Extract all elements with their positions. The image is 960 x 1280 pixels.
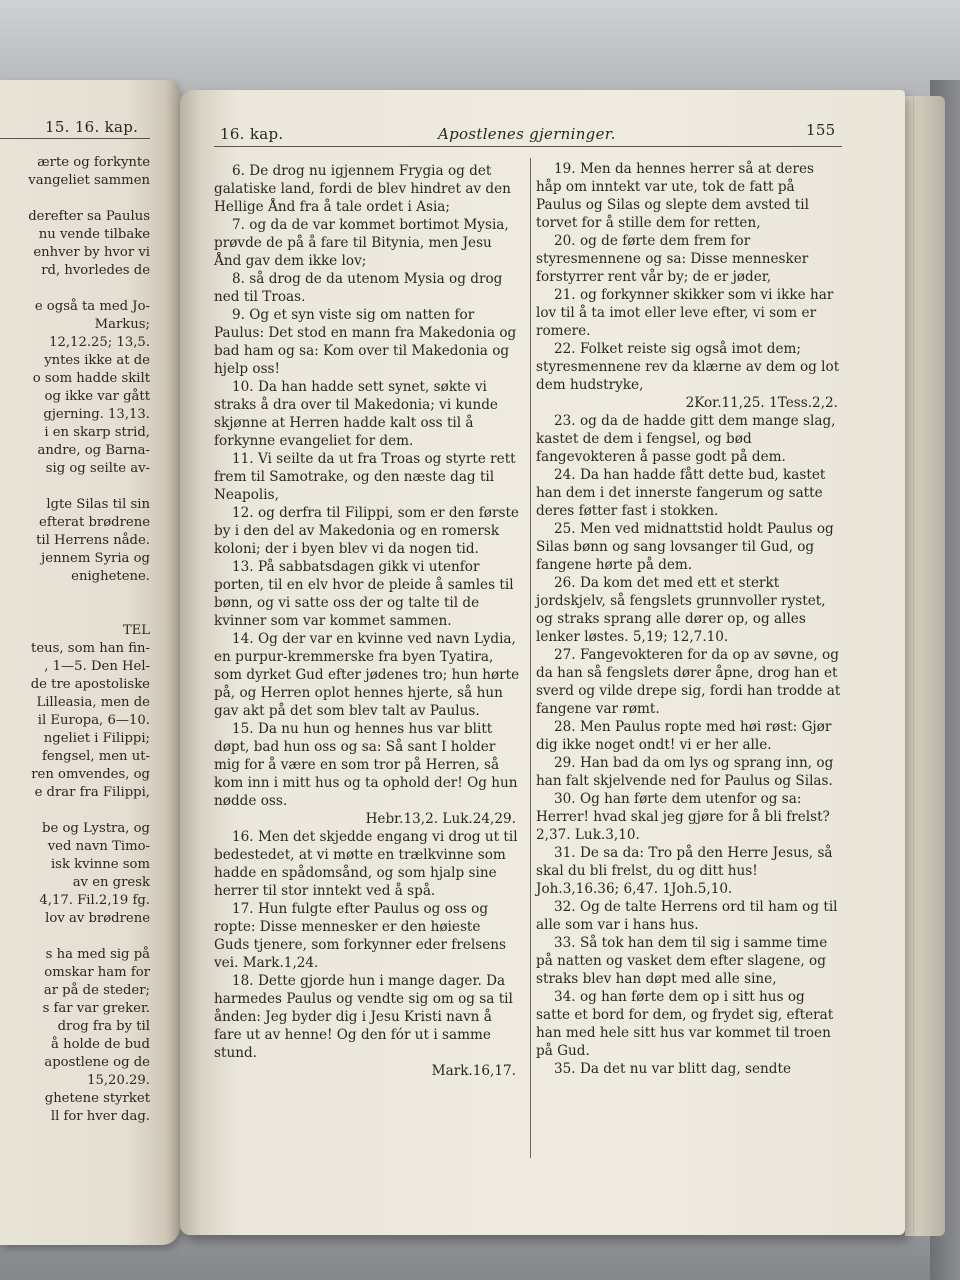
verse: 33. Så tok han dem til sig i samme time på natten og vasket dem efter slagene, og straks blev han døpt med alle sine, [536,935,828,987]
verse: 10. Da han hadde sett synet, søkte vi straks å dra over til Makedonia; vi kunde skjønne at Herren hadde kalt oss til å forkynne evangeliet for dem. [214,379,498,449]
verse: 28. Men Paulus ropte med høi røst: Gjør dig ikke noget ondt! vi er her alle. [536,719,832,753]
left-page-line: 4,17. Fil.2,19 fg. [39,893,150,908]
verse: 9. Og et syn viste sig om natten for Paulus: Det stod en mann fra Makedonia og bad ham og sa: Kom over til Makedonia og hjelp oss! [214,307,517,377]
left-page-line: derefter sa Paulus [28,209,150,224]
left-page-line: ll for hver dag. [50,1109,150,1124]
verse: 26. Da kom det med ett et sterkt jordskjelv, så fengslets grunnvoller rystet, og straks sprang alle dører op, og alles lenker løstes. 5,19; 12,7.10. [536,575,826,645]
verse: 24. Da han hadde fått dette bud, kastet han dem i det innerste fangerum og satte deres føtter fast i stokken. [536,467,826,519]
left-page-line: enighetene. [71,569,150,584]
left-page-line [0,586,150,604]
left-page-line: lgte Silas til sin [46,497,150,512]
verse: 23. og da de hadde gitt dem mange slag, kastet de dem i fengsel, og bød fangevokteren å passe godt på dem. [536,413,836,465]
right-page-header-title: Apostlenes gjerninger. [438,125,616,143]
verse: 16. Men det skjedde engang vi drog ut til bedestedet, at vi møtte en trælkvinne som hadde en spådomsånd, og som hjalp sine herrer til stor inntekt ved å spå. [214,829,518,899]
verse: 20. og de førte dem frem for styresmennene og sa: Disse mennesker forstyrrer rent vår by; de er jøder, [536,233,809,285]
text-column-left [214,162,520,1080]
left-page-line: rd, hvorledes de [41,263,150,278]
left-page-text [0,154,150,1126]
verse: 14. Og der var en kvinne ved navn Lydia, en purpur-kremmerske fra byen Tyatira, som dyrket Gud efter jødenes tro; hun hørte på, og Herren oplot hennes hjerte, så hun gav akt på det som blev talt av Paulus. [214,631,520,719]
verse: 12. og derfra til Filippi, som er den første by i den del av Makedonia og en romersk koloni; der i byen blev vi da nogen tid. [214,505,519,557]
text-column-right [536,160,842,1078]
verse: 35. Da det nu var blitt dag, sendte [554,1061,792,1077]
left-page-line: il Europa, 6—10. [37,713,150,728]
verse: 7. og da de var kommet bortimot Mysia, prøvde de på å fare til Bitynia, men Jesu Ånd gav dem ikke lov; [214,217,509,269]
left-page-line [0,478,150,496]
verse: 22. Folket reiste sig også imot dem; styresmennene rev da klærne av dem og lot dem hudstryke, [536,341,840,393]
left-page-line: , 1—5. Den Hel- [44,659,150,674]
verse: 34. og han førte dem op i sitt hus og satte et bord for dem, og frydet sig, efterat han med hele sitt hus var kommet til troen på Gud. [536,989,834,1059]
left-page-header: 15. 16. kap. [45,118,139,136]
left-page-line: og ikke var gått [44,389,150,404]
right-page-header-chapter: 16. kap. [220,125,284,143]
left-page-line: isk kvinne som [50,857,150,872]
left-page-line: o som hadde skilt [32,371,150,386]
left-page-line: de tre apostoliske [30,677,150,692]
left-page-line: Lilleasia, men de [36,695,150,710]
left-page-line [0,280,150,298]
page-stack-edge [905,96,945,1236]
right-page [180,90,905,1235]
left-page-line [0,802,150,820]
left-page-line: ærte og forkynte [37,155,150,170]
left-page-line: enhver by hvor vi [33,245,150,260]
right-header-rule [214,146,842,147]
verse: 17. Hun fulgte efter Paulus og oss og ropte: Disse mennesker er den høieste Guds tjenere, som forkynner eder frelsens vei. Mark.1,24. [214,901,506,971]
left-page-line: teus, som han fin- [31,641,150,656]
left-page-line: fengsel, men ut- [41,749,150,764]
left-page-line: sig og seilte av- [45,461,150,476]
left-page-line: andre, og Barna- [37,443,150,458]
verse: 6. De drog nu igjennem Frygia og det galatiske land, fordi de blev hindret av den Hellige Ånd fra å tale ordet i Asia; [214,163,511,215]
left-page-line: ren omvendes, og [31,767,150,782]
left-page-line: efterat brødrene [39,515,150,530]
left-page-line: ngeliet i Filippi; [43,731,150,746]
verse: 15. Da nu hun og hennes hus var blitt døpt, bad hun oss og sa: Så sant I holder mig for å være en som tror på Herren, så kom inn i mitt hus og ta ophold der! Og hun nødde oss. [214,721,518,809]
verse: 8. så drog de da utenom Mysia og drog ned til Troas. [214,271,503,305]
left-page-line: apostlene og de [44,1055,150,1070]
verse: 32. Og de talte Herrens ord til ham og til alle som var i hans hus. [536,899,838,933]
verse: 11. Vi seilte da ut fra Troas og styrte rett frem til Samotrake, og den næste dag til Neapolis, [214,451,516,503]
left-header-rule [0,138,150,139]
left-page-line: vangeliet sammen [28,173,150,188]
left-page-line: til Herrens nåde. [36,533,150,548]
left-page-line: av en gresk [72,875,150,890]
left-page [0,80,180,1245]
verse: 13. På sabbatsdagen gikk vi utenfor porten, til en elv hvor de pleide å samles til bønn, og vi satte oss der og talte til de kvinner som var kommet sammen. [214,559,514,629]
left-page-line: lov av brødrene [45,911,150,926]
left-page-line [0,190,150,208]
left-page-line: ved navn Timo- [47,839,150,854]
verse: 30. Og han førte dem utenfor og sa: Herrer! hvad skal jeg gjøre for å bli frelst? 2,37. Luk.3,10. [536,791,830,843]
left-page-line: e også ta med Jo- [34,299,150,314]
left-page-line: Markus; [94,317,150,332]
left-page-line: drog fra by til [57,1019,150,1034]
left-page-line [0,604,150,622]
verse: 31. De sa da: Tro på den Herre Jesus, så skal du bli frelst, du og ditt hus! Joh.3,16.36; 6,47. 1Joh.5,10. [536,845,833,897]
left-page-line: be og Lystra, og [42,821,150,836]
left-page-line: å holde de bud [51,1037,150,1052]
left-page-line: 12,12.25; 13,5. [49,335,150,350]
verse: 29. Han bad da om lys og sprang inn, og han falt skjelvende ned for Paulus og Silas. [536,755,834,789]
left-page-line: nu vende tilbake [38,227,150,242]
left-page-line: omskar ham for [44,965,150,980]
verse: 25. Men ved midnattstid holdt Paulus og Silas bønn og sang lovsanger til Gud, og fangene hørte på dem. [536,521,834,573]
verse: 21. og forkynner skikker som vi ikke har lov til å ta imot eller leve efter, vi som er romere. [536,287,834,339]
verse: 19. Men da hennes herrer så at deres håp om inntekt var ute, tok de fatt på Paulus og Silas og slepte dem avsted til torvet for å stille dem for retten, [536,161,814,231]
left-page-line: 15,20.29. [87,1073,150,1088]
left-page-line: i en skarp strid, [44,425,150,440]
left-page-line: TEL [122,623,150,638]
left-page-line: ar på de steder; [43,983,150,998]
left-page-line: s far var greker. [42,1001,150,1016]
left-page-line: yntes ikke at de [44,353,150,368]
cross-reference: 2Kor.11,25. 1Tess.2,2. [685,395,838,411]
verse: 27. Fangevokteren for da op av søvne, og da han så fengslets dører åpne, drog han et sverd og vilde drepe sig, fordi han trodde at fangene var rømt. [536,647,841,717]
left-page-line: s ha med sig på [45,947,150,962]
left-page-line: jennem Syria og [41,551,150,566]
right-page-number: 155 [806,121,836,139]
cross-reference: Hebr.13,2. Luk.24,29. [365,811,516,827]
left-page-line [0,928,150,946]
left-page-line: ghetene styrket [44,1091,150,1106]
column-divider [530,158,531,1158]
cross-reference: Mark.16,17. [431,1063,516,1079]
left-page-line: gjerning. 13,13. [43,407,150,422]
left-page-line: e drar fra Filippi, [34,785,150,800]
verse: 18. Dette gjorde hun i mange dager. Da harmedes Paulus og vendte sig om og sa til ånden: Jeg byder dig i Jesu Kristi navn å fare ut av henne! Og den fór ut i samme stund. [214,973,513,1061]
